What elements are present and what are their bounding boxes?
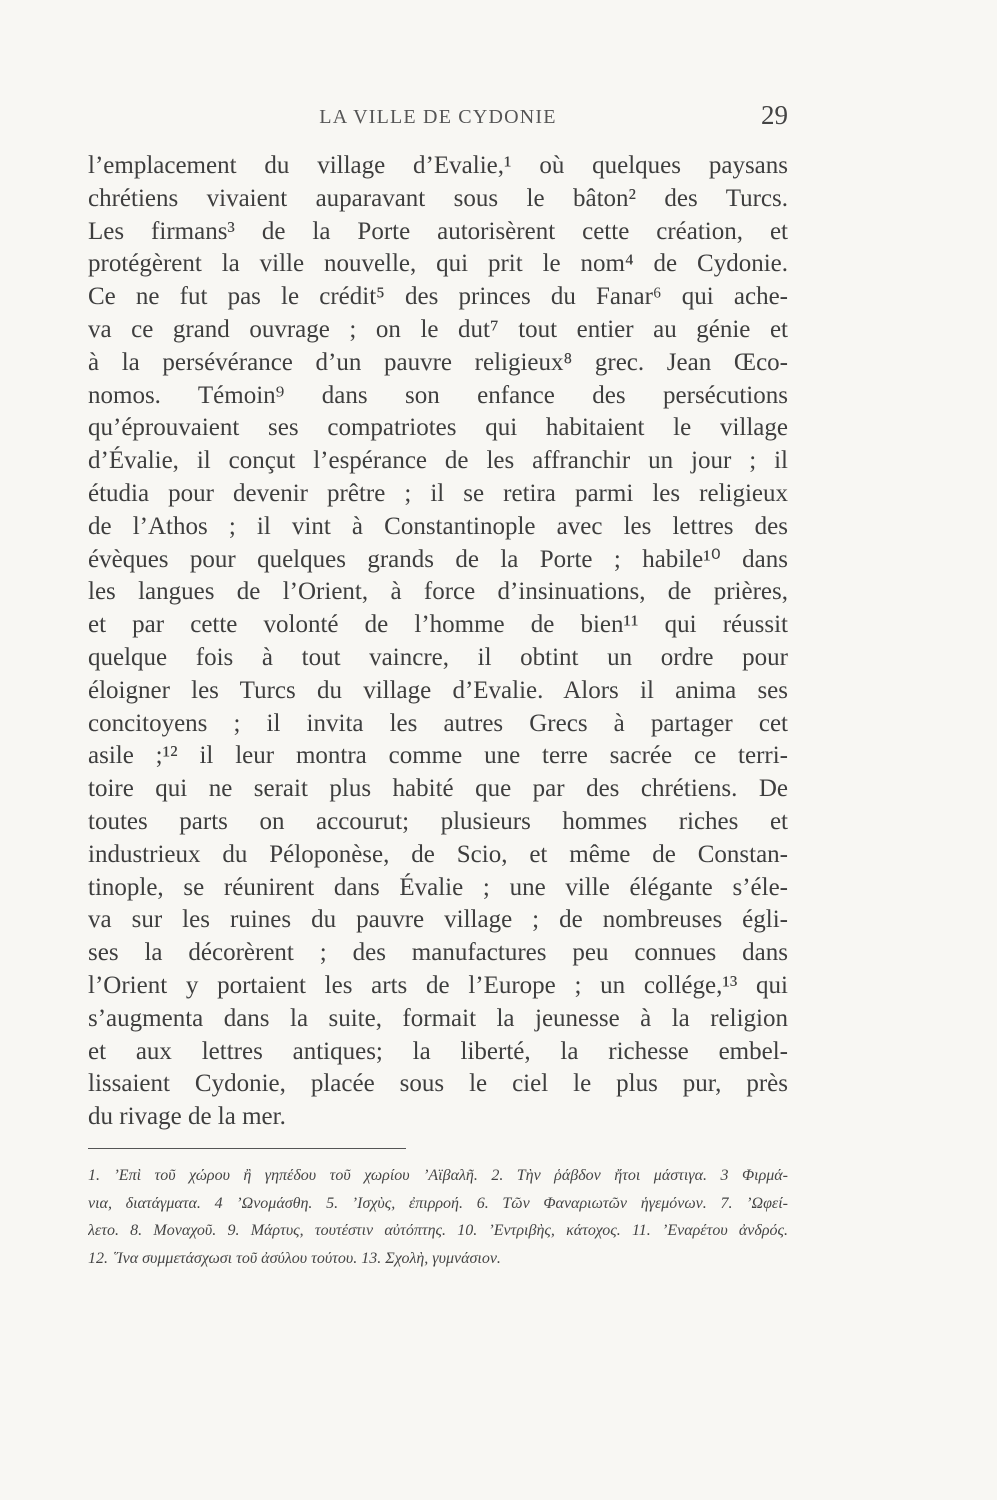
footnote-line: νια, διατάγματα. 4 ’Ωνομάσθη. 5. ’Ισχὺς, ἐπιρροή. 6. Τῶν Φαναριωτῶν ἡγεμόνων. 7. ’Ωφεί-	[88, 1194, 788, 1212]
text-line: industrieux du Péloponèse, de Scio, et même de Constan-	[88, 840, 788, 868]
footnote-line: λετο. 8. Μοναχοῦ. 9. Μάρτυς, τουτέστιν αὐτόπτης. 10. ’Εντριβὴς, κάτοχος. 11. ’Εναρέτου ἀνδρός.	[88, 1222, 788, 1239]
text-line: d’Évalie, il conçut l’espérance de les affranchir un jour ; il	[88, 447, 788, 475]
footnote-line: 12. ῞Ινα συμμετάσχωσι τοῦ ἀσύλου τούτου. 13. Σχολὴ, γυμνάσιον.	[88, 1249, 501, 1267]
text-line: toire qui ne serait plus habité que par des chrétiens. De	[88, 775, 788, 803]
text-line: toutes parts on accourut; plusieurs hommes riches et	[88, 807, 788, 835]
text-line: et par cette volonté de l’homme de bien¹¹ qui réussit	[88, 611, 788, 639]
text-line: qu’éprouvaient ses compatriotes qui habitaient le village	[88, 414, 788, 442]
text-line: et aux lettres antiques; la liberté, la richesse embel-	[88, 1037, 788, 1065]
page-number: 29	[761, 100, 788, 130]
text-line: lissaient Cydonie, placée sous le ciel le plus pur, près	[88, 1070, 788, 1098]
text-line: va sur les ruines du pauvre village ; de nombreuses égli-	[88, 906, 788, 934]
text-line: ses la décorèrent ; des manufactures peu connues dans	[88, 939, 788, 967]
text-line: nomos. Témoin⁹ dans son enfance des persécutions	[88, 381, 788, 409]
text-line: à la persévérance d’un pauvre religieux⁸ grec. Jean Œco-	[88, 348, 788, 376]
text-line: Ce ne fut pas le crédit⁵ des princes du Fanar⁶ qui ache-	[88, 283, 788, 311]
text-line: s’augmenta dans la suite, formait la jeunesse à la religion	[88, 1004, 788, 1032]
text-line: l’Orient y portaient les arts de l’Europe ; un collége,¹³ qui	[88, 971, 788, 999]
text-line: Les firmans³ de la Porte autorisèrent cette création, et	[88, 217, 788, 245]
running-title: LA VILLE DE CYDONIE	[319, 106, 557, 128]
text-line: l’emplacement du village d’Evalie,¹ où quelques paysans	[88, 152, 788, 179]
text-line: du rivage de la mer.	[88, 1103, 286, 1131]
text-line: protégèrent la ville nouvelle, qui prit le nom⁴ de Cydonie.	[88, 250, 788, 278]
running-head	[88, 100, 788, 136]
footnote-line: 1. ’Επὶ τοῦ χώρου ἢ γηπέδου τοῦ χωρίου ’Αϊβαλῆ. 2. Τὴν ῥάβδον ἤτοι μάστιγα. 3 Φιρμά-	[88, 1167, 788, 1184]
footnote-rule	[88, 1148, 406, 1149]
text-line: va ce grand ouvrage ; on le dut⁷ tout entier au génie et	[88, 315, 788, 343]
text-line: éloigner les Turcs du village d’Evalie. Alors il anima ses	[88, 676, 788, 704]
footnotes	[88, 1162, 788, 1272]
text-line: étudia pour devenir prêtre ; il se retira parmi les religieux	[88, 479, 788, 507]
text-line: chrétiens vivaient auparavant sous le bâton² des Turcs.	[88, 184, 788, 212]
text-line: asile ;¹² il leur montra comme une terre sacrée ce terri-	[88, 742, 788, 770]
text-line: de l’Athos ; il vint à Constantinople avec les lettres des	[88, 512, 788, 540]
text-line: tinople, se réunirent dans Évalie ; une ville élégante s’éle-	[88, 873, 788, 901]
text-line: concitoyens ; il invita les autres Grecs à partager cet	[88, 709, 788, 737]
body-text	[88, 150, 788, 1134]
text-line: quelque fois à tout vaincre, il obtint un ordre pour	[88, 643, 788, 671]
text-line: les langues de l’Orient, à force d’insinuations, de prières,	[88, 578, 788, 606]
text-line: évèques pour quelques grands de la Porte ; habile¹⁰ dans	[88, 545, 788, 573]
